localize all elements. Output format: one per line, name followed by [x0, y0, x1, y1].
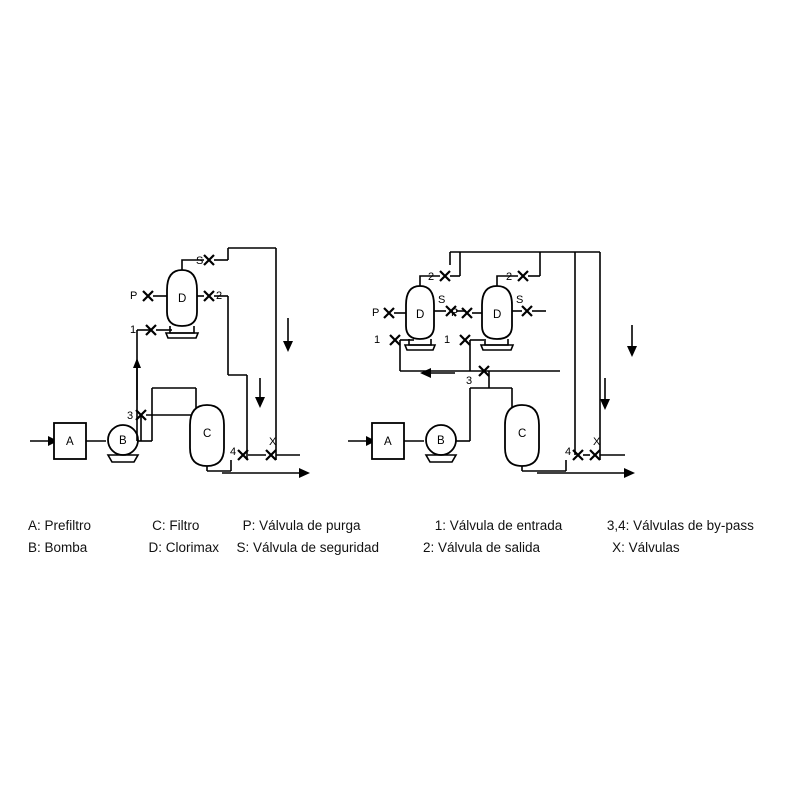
- legend-item-prefiltro: A: Prefiltro: [28, 518, 92, 533]
- label-S-a: S: [438, 294, 446, 306]
- label-A-right: A: [384, 436, 392, 448]
- label-B-right: B: [437, 435, 445, 447]
- label-A: A: [66, 436, 74, 448]
- right-valve-4: [565, 446, 583, 460]
- right-clorimax-D-a: [405, 286, 435, 350]
- right-flow-arrow-left: [420, 368, 455, 378]
- left-valve-4: [230, 446, 248, 460]
- right-down-arrow-a: [627, 325, 637, 357]
- label-P-a: P: [372, 307, 380, 319]
- legend-item-valvulas: X: Válvulas: [612, 540, 680, 555]
- label-S: S: [196, 255, 204, 267]
- label-C-right: C: [518, 428, 527, 440]
- right-valve-P-b: [451, 307, 482, 319]
- label-X-right: X: [593, 436, 601, 448]
- left-clorimax-D: [166, 270, 198, 338]
- legend-row-1: [28, 515, 788, 537]
- left-prefilter-A: [54, 423, 86, 459]
- label-2: 2: [216, 290, 223, 302]
- label-1b: 1: [444, 334, 451, 346]
- right-valve-2a: [420, 252, 460, 286]
- label-X: X: [269, 436, 277, 448]
- legend-item-bomba: B: Bomba: [28, 540, 88, 555]
- right-valve-S-b: [512, 294, 546, 316]
- right-clorimax-D-b: [481, 286, 513, 350]
- legend-item-filtro: C: Filtro: [152, 518, 200, 533]
- legend-row-2: [28, 537, 788, 559]
- right-valve-1b: [444, 334, 484, 346]
- right-valve-2b: [497, 252, 540, 286]
- label-P-b: P: [451, 307, 459, 319]
- label-C: C: [203, 428, 212, 440]
- label-4: 4: [230, 446, 237, 458]
- left-pump-B: [108, 425, 138, 462]
- label-B: B: [119, 435, 127, 447]
- label-2b: 2: [506, 271, 513, 283]
- label-D-a: D: [416, 309, 425, 321]
- label-3-right: 3: [466, 375, 473, 387]
- left-valve-P: [130, 290, 167, 302]
- left-flow-arrow-up: [133, 358, 141, 400]
- left-outlet-arrow: [222, 468, 310, 478]
- legend-item-valvulas-bypass: 3,4: Válvulas de by-pass: [606, 518, 754, 533]
- legend-item-valvula-entrada: 1: Válvula de entrada: [434, 518, 563, 533]
- left-down-arrow-inner: [255, 378, 265, 408]
- right-valve-S-a: [434, 294, 466, 316]
- legend-item-valvula-salida: 2: Válvula de salida: [422, 540, 541, 555]
- left-valve-S: [182, 255, 228, 270]
- legend: [28, 515, 788, 559]
- left-filter-C: [190, 405, 224, 466]
- label-D-b: D: [493, 309, 502, 321]
- right-outlet-arrow: [537, 468, 635, 478]
- label-2a: 2: [428, 271, 435, 283]
- legend-item-valvula-seguridad: S: Válvula de seguridad: [236, 540, 380, 555]
- left-down-arrow-outer: [283, 318, 293, 352]
- right-filter-C: [505, 405, 539, 466]
- right-prefilter-A: [372, 423, 404, 459]
- label-P: P: [130, 290, 138, 302]
- label-S-b: S: [516, 294, 524, 306]
- legend-item-valvula-purga: P: Válvula de purga: [242, 518, 361, 533]
- right-pump-B: [426, 425, 456, 462]
- right-valve-P-a: [372, 307, 406, 319]
- label-1a: 1: [374, 334, 381, 346]
- label-1: 1: [130, 324, 137, 336]
- label-4-right: 4: [565, 446, 572, 458]
- label-3: 3: [127, 410, 134, 422]
- label-D: D: [178, 293, 187, 305]
- legend-item-clorimax: D: Clorimax: [148, 540, 220, 555]
- right-down-arrow-b: [600, 378, 610, 410]
